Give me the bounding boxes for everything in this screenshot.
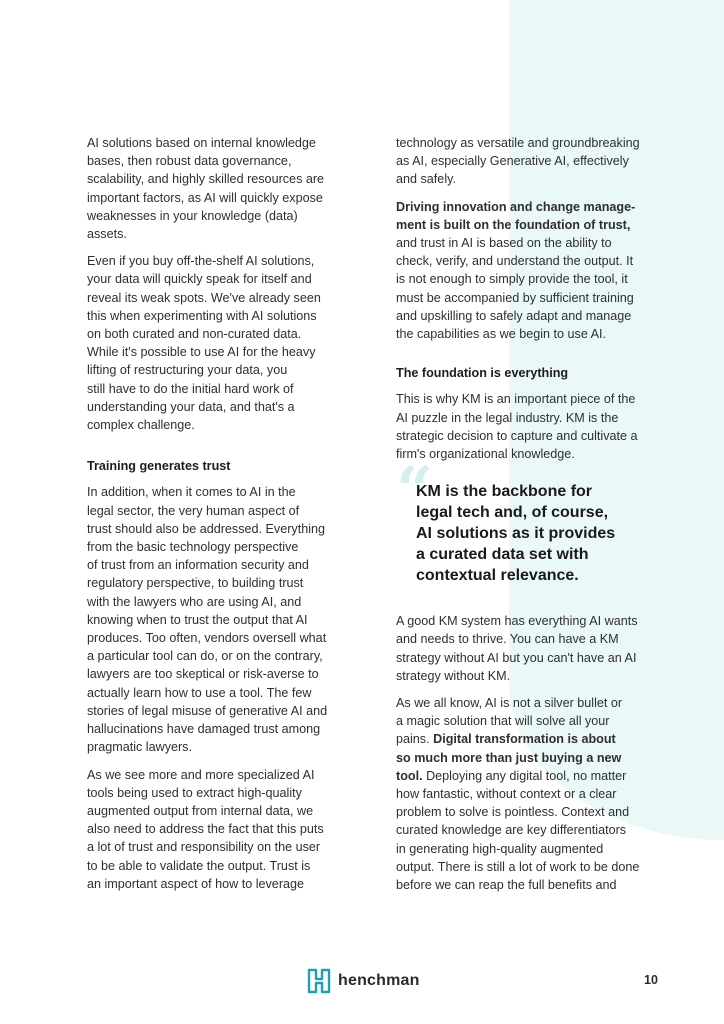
pull-quote-text: KM is the backbone for legal tech and, of course, AI solutions as it provides a curated data set with contextual relevance. <box>416 483 616 585</box>
right-paragraph-2-bold: Driving innovation and change manage- ment is built on the foundation of trust, <box>396 199 636 232</box>
left-paragraph-1: AI solutions based on internal knowledge bases, then robust data governance, scalability, and highly skilled resources are important factors, as AI will quickly expose weaknesses in your knowledge (data) assets. <box>87 136 325 242</box>
right-paragraph-5-a: As we all know, AI is not a silver bullet or a magic solution that will solve all your pains. <box>396 696 623 747</box>
right-paragraph-5 <box>396 694 658 894</box>
left-paragraph-3: In addition, when it comes to AI in the legal sector, the very human aspect of trust should also be addressed. Everything from the basic technology perspective of trust from an information security and regulatory perspective, to building trust with the lawyers who are using AI, and knowing when to trust the output that AI produces. Too often, vendors oversell what a particular tool can do, or on the contrary, lawyers are too skeptical or risk-averse to actually learn how to use a tool. The few stories of legal misuse of generative AI and hallucinations have damaged trust among pragmatic lawyers. <box>87 485 328 755</box>
henchman-logo-icon <box>307 968 331 994</box>
section-heading-foundation: The foundation is everything <box>396 366 569 381</box>
left-paragraph-2: Even if you buy off-the-shelf AI solutions, your data will quickly speak for itself and reveal its weak spots. We've already seen this when experimenting with AI solutions on both curated and non-curated data. While it's possible to use AI for the heavy lifting of restructuring your data, you still have to do the initial hard work of understanding your data, and that's a complex challenge. <box>87 254 321 433</box>
section-heading-training: Training generates trust <box>87 459 231 474</box>
left-column <box>87 134 343 902</box>
left-paragraph-4: As we see more and more specialized AI tools being used to extract high-quality augmented output from internal data, we also need to address the fact that this puts a lot of trust and responsibility on the user to be able to validate the output. Trust is an important aspect of how to leverage <box>87 767 324 891</box>
pull-quote <box>396 453 658 586</box>
right-paragraph-2-rest: and trust in AI is based on the ability to check, verify, and understand the output. It is not enough to simply provide the tool, it must be accompanied by sufficient training and upskilling to safely adapt and manage the capabilities as we begin to use AI. <box>396 236 634 342</box>
right-paragraph-2 <box>396 198 658 344</box>
right-paragraph-5-bold: Digital transformation is about so much more than just buying a new tool. <box>396 732 622 783</box>
page-number: 10 <box>644 973 658 987</box>
right-paragraph-4: A good KM system has everything AI wants and needs to thrive. You can have a KM strategy without AI but you can't have an AI strategy without KM. <box>396 614 638 683</box>
right-paragraph-5-b: Deploying any digital tool, no matter how fantastic, without context or a clear problem to solve is pointless. Context and curated knowledge are key differentiators in generating high-quality augmented output. There is still a lot of work to be done before we can reap the full benefits and <box>396 768 640 893</box>
right-paragraph-1: technology as versatile and groundbreaking as AI, especially Generative AI, effectively and safely. <box>396 136 640 187</box>
right-paragraph-3: This is why KM is an important piece of the AI puzzle in the legal industry. KM is the strategic decision to capture and cultivate a firm's organizational knowledge. <box>396 392 638 462</box>
right-column <box>396 134 658 903</box>
logo-wordmark: henchman <box>338 972 420 989</box>
quote-mark-icon: “ <box>396 453 433 529</box>
henchman-logo <box>307 967 420 995</box>
